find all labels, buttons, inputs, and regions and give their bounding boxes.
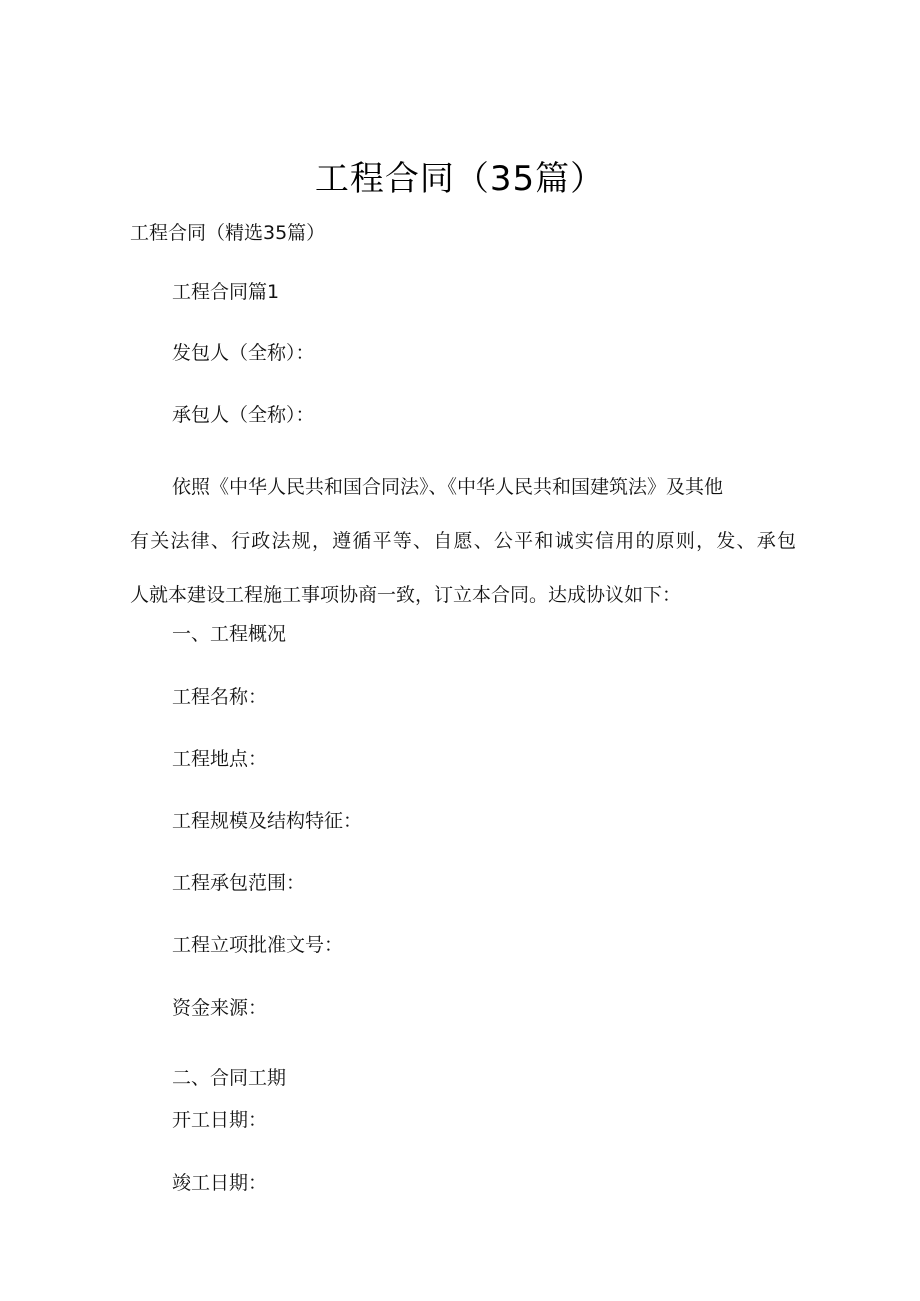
field-completion-date: 竣工日期： bbox=[172, 1172, 268, 1194]
contractor-field: 承包人（全称）： bbox=[172, 404, 315, 426]
field-approval-number: 工程立项批准文号： bbox=[172, 934, 344, 956]
field-project-location: 工程地点： bbox=[172, 748, 268, 770]
field-contract-scope: 工程承包范围： bbox=[172, 872, 306, 894]
document-subtitle: 工程合同（精选35篇） bbox=[130, 222, 326, 244]
field-project-scale: 工程规模及结构特征： bbox=[172, 810, 363, 832]
document-title: 工程合同（35篇） bbox=[314, 159, 606, 199]
section-heading-project-overview: 一、工程概况 bbox=[172, 623, 287, 645]
employer-field: 发包人（全称）： bbox=[172, 342, 315, 364]
preamble-paragraph bbox=[130, 460, 796, 622]
field-funding-source: 资金来源： bbox=[172, 997, 268, 1019]
field-project-name: 工程名称： bbox=[172, 686, 268, 708]
preamble-line: 有关法律、行政法规，遵循平等、自愿、公平和诚实信用的原则，发、承包 bbox=[130, 530, 796, 552]
field-start-date: 开工日期： bbox=[172, 1109, 268, 1131]
section-heading-contract-period: 二、合同工期 bbox=[172, 1067, 287, 1089]
preamble-line: 依照《中华人民共和国合同法》、《中华人民共和国建筑法》及其他 bbox=[172, 476, 724, 498]
article-heading: 工程合同篇1 bbox=[172, 281, 280, 303]
preamble-line: 人就本建设工程施工事项协商一致，订立本合同。达成协议如下： bbox=[130, 584, 682, 606]
